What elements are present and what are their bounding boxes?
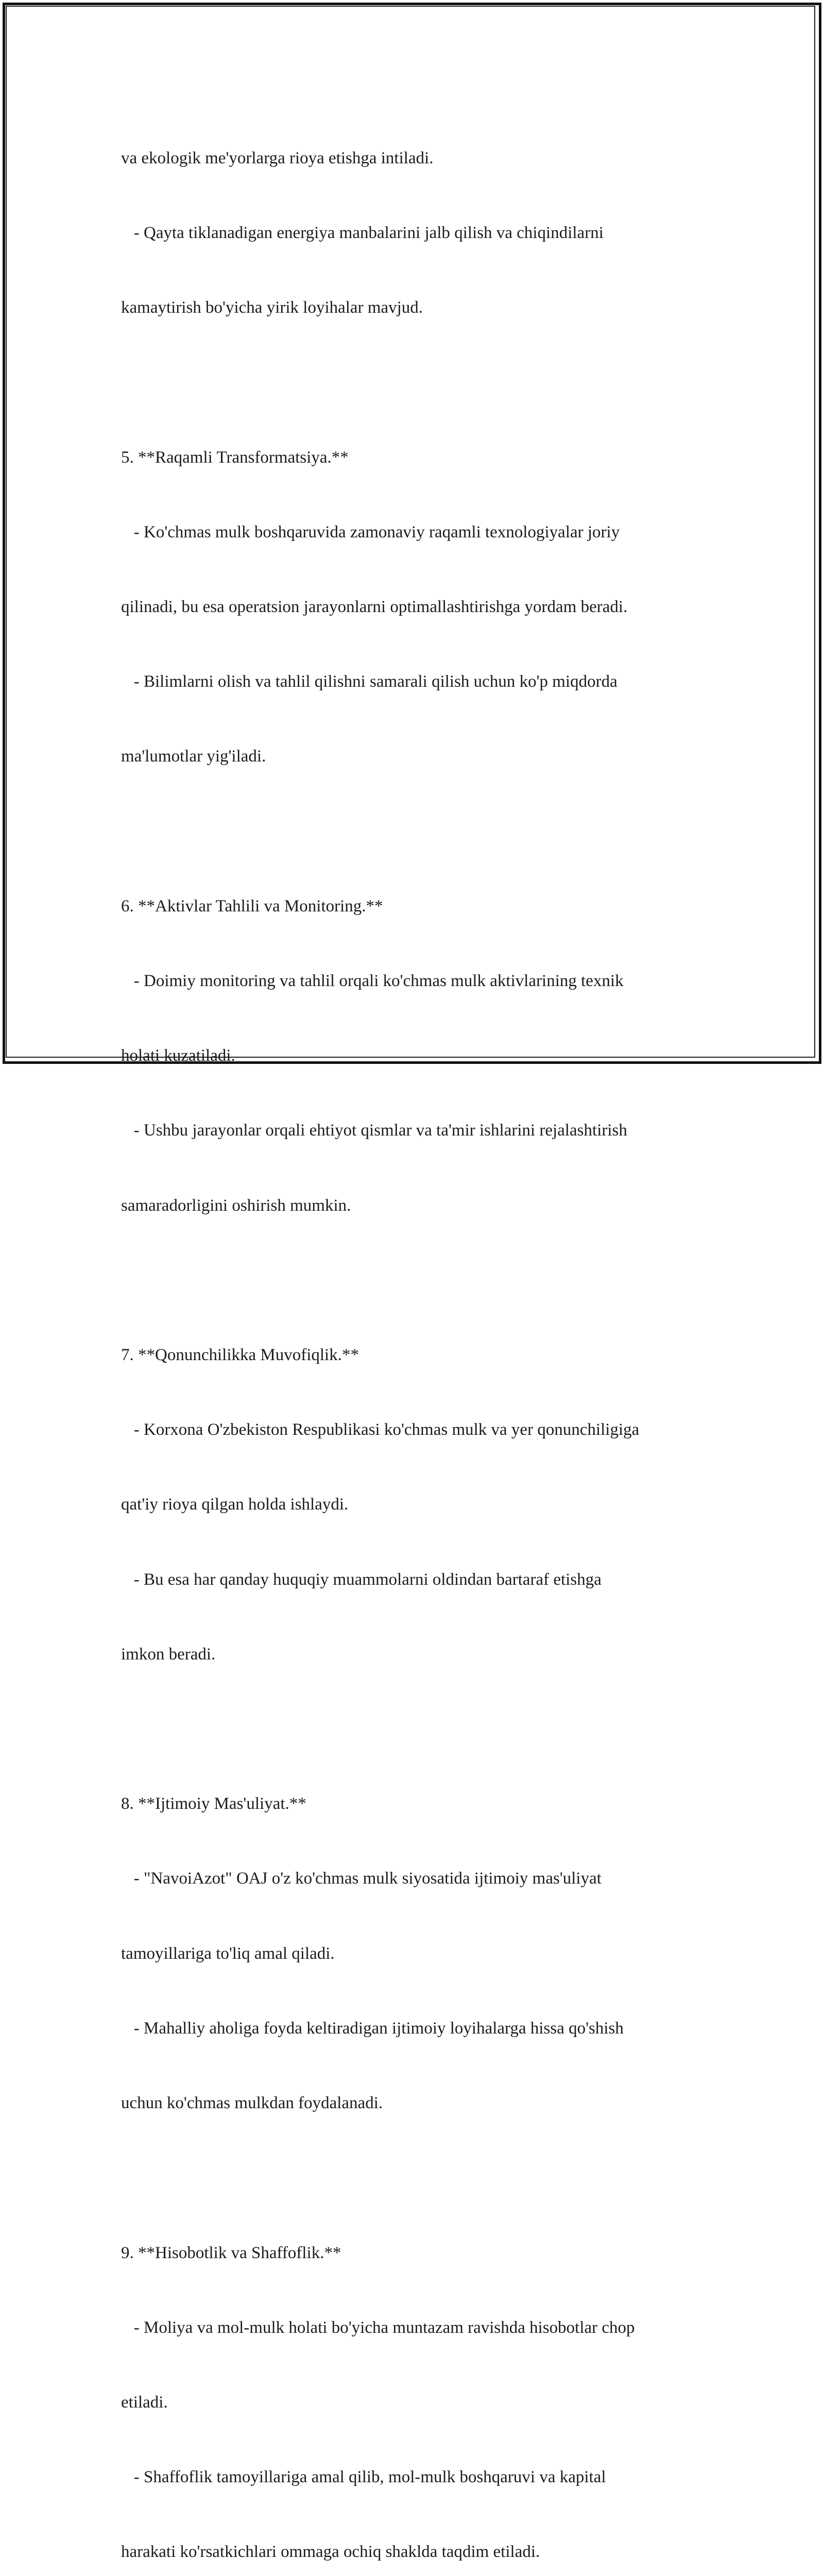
text-line: uchun ko'chmas mulkdan foydalanadi. xyxy=(121,2094,383,2113)
blank-line xyxy=(121,1268,708,1293)
section-heading: 9. **Hisobotlik va Shaffoflik.** xyxy=(121,2243,341,2262)
text-line: kamaytirish bo'yicha yirik loyihalar mavjud. xyxy=(121,298,423,317)
text-line: - Moliya va mol-mulk holati bo'yicha muntazam ravishda hisobotlar chop xyxy=(121,2318,635,2337)
text-line: - Mahalliy aholiga foyda keltiradigan ijtimoiy loyihalarga hissa qo'shish xyxy=(121,2019,624,2038)
text-line: - Doimiy monitoring va tahlil orqali ko'chmas mulk aktivlarining texnik xyxy=(121,972,624,991)
text-line: etiladi. xyxy=(121,2393,168,2412)
text-line: - Korxona O'zbekiston Respublikasi ko'chmas mulk va yer qonunchiligiga xyxy=(121,1420,640,1439)
text-line: qat'iy rioya qilgan holda ishlaydi. xyxy=(121,1495,349,1514)
section-heading: 8. **Ijtimoiy Mas'uliyat.** xyxy=(121,1794,306,1814)
blank-line xyxy=(121,819,708,844)
text-line: tamoyillariga to'liq amal qiladi. xyxy=(121,1944,335,1963)
section-heading: 5. **Raqamli Transformatsiya.** xyxy=(121,448,349,467)
blank-line xyxy=(121,370,708,395)
section-heading: 6. **Aktivlar Tahlili va Monitoring.** xyxy=(121,896,383,916)
text-line: - Shaffoflik tamoyillariga amal qilib, mol-mulk boshqaruvi va kapital xyxy=(121,2468,606,2487)
text-line: - Qayta tiklanadigan energiya manbalarini jalb qilish va chiqindilarni xyxy=(121,224,604,243)
text-line: samaradorligini oshirish mumkin. xyxy=(121,1196,351,1215)
text-line: - "NavoiAzot" OAJ o'z ko'chmas mulk siyosatida ijtimoiy mas'uliyat xyxy=(121,1869,602,1888)
blank-line xyxy=(121,2165,708,2190)
text-line: imkon beradi. xyxy=(121,1645,216,1664)
text-line: - Ko'chmas mulk boshqaruvida zamonaviy raqamli texnologiyalar joriy xyxy=(121,522,620,541)
document-body xyxy=(121,96,708,2576)
text-line: - Bu esa har qanday huquqiy muammolarni oldindan bartaraf etishga xyxy=(121,1570,602,1589)
text-line: qilinadi, bu esa operatsion jarayonlarni optimallashtirishga yordam beradi. xyxy=(121,598,628,617)
text-line: - Bilimlarni olish va tahlil qilishni samarali qilish uchun ko'p miqdorda xyxy=(121,672,617,691)
text-line: va ekologik me'yorlarga rioya etishga intiladi. xyxy=(121,148,434,167)
text-line: holati kuzatiladi. xyxy=(121,1046,235,1065)
text-line: harakati ko'rsatkichlari ommaga ochiq shaklda taqdim etiladi. xyxy=(121,2543,540,2562)
section-heading: 7. **Qonunchilikka Muvofiqlik.** xyxy=(121,1346,359,1365)
text-line: ma'lumotlar yig'iladi. xyxy=(121,747,266,766)
blank-line xyxy=(121,1717,708,1741)
text-line: - Ushbu jarayonlar orqali ehtiyot qismlar va ta'mir ishlarini rejalashtirish xyxy=(121,1121,627,1140)
